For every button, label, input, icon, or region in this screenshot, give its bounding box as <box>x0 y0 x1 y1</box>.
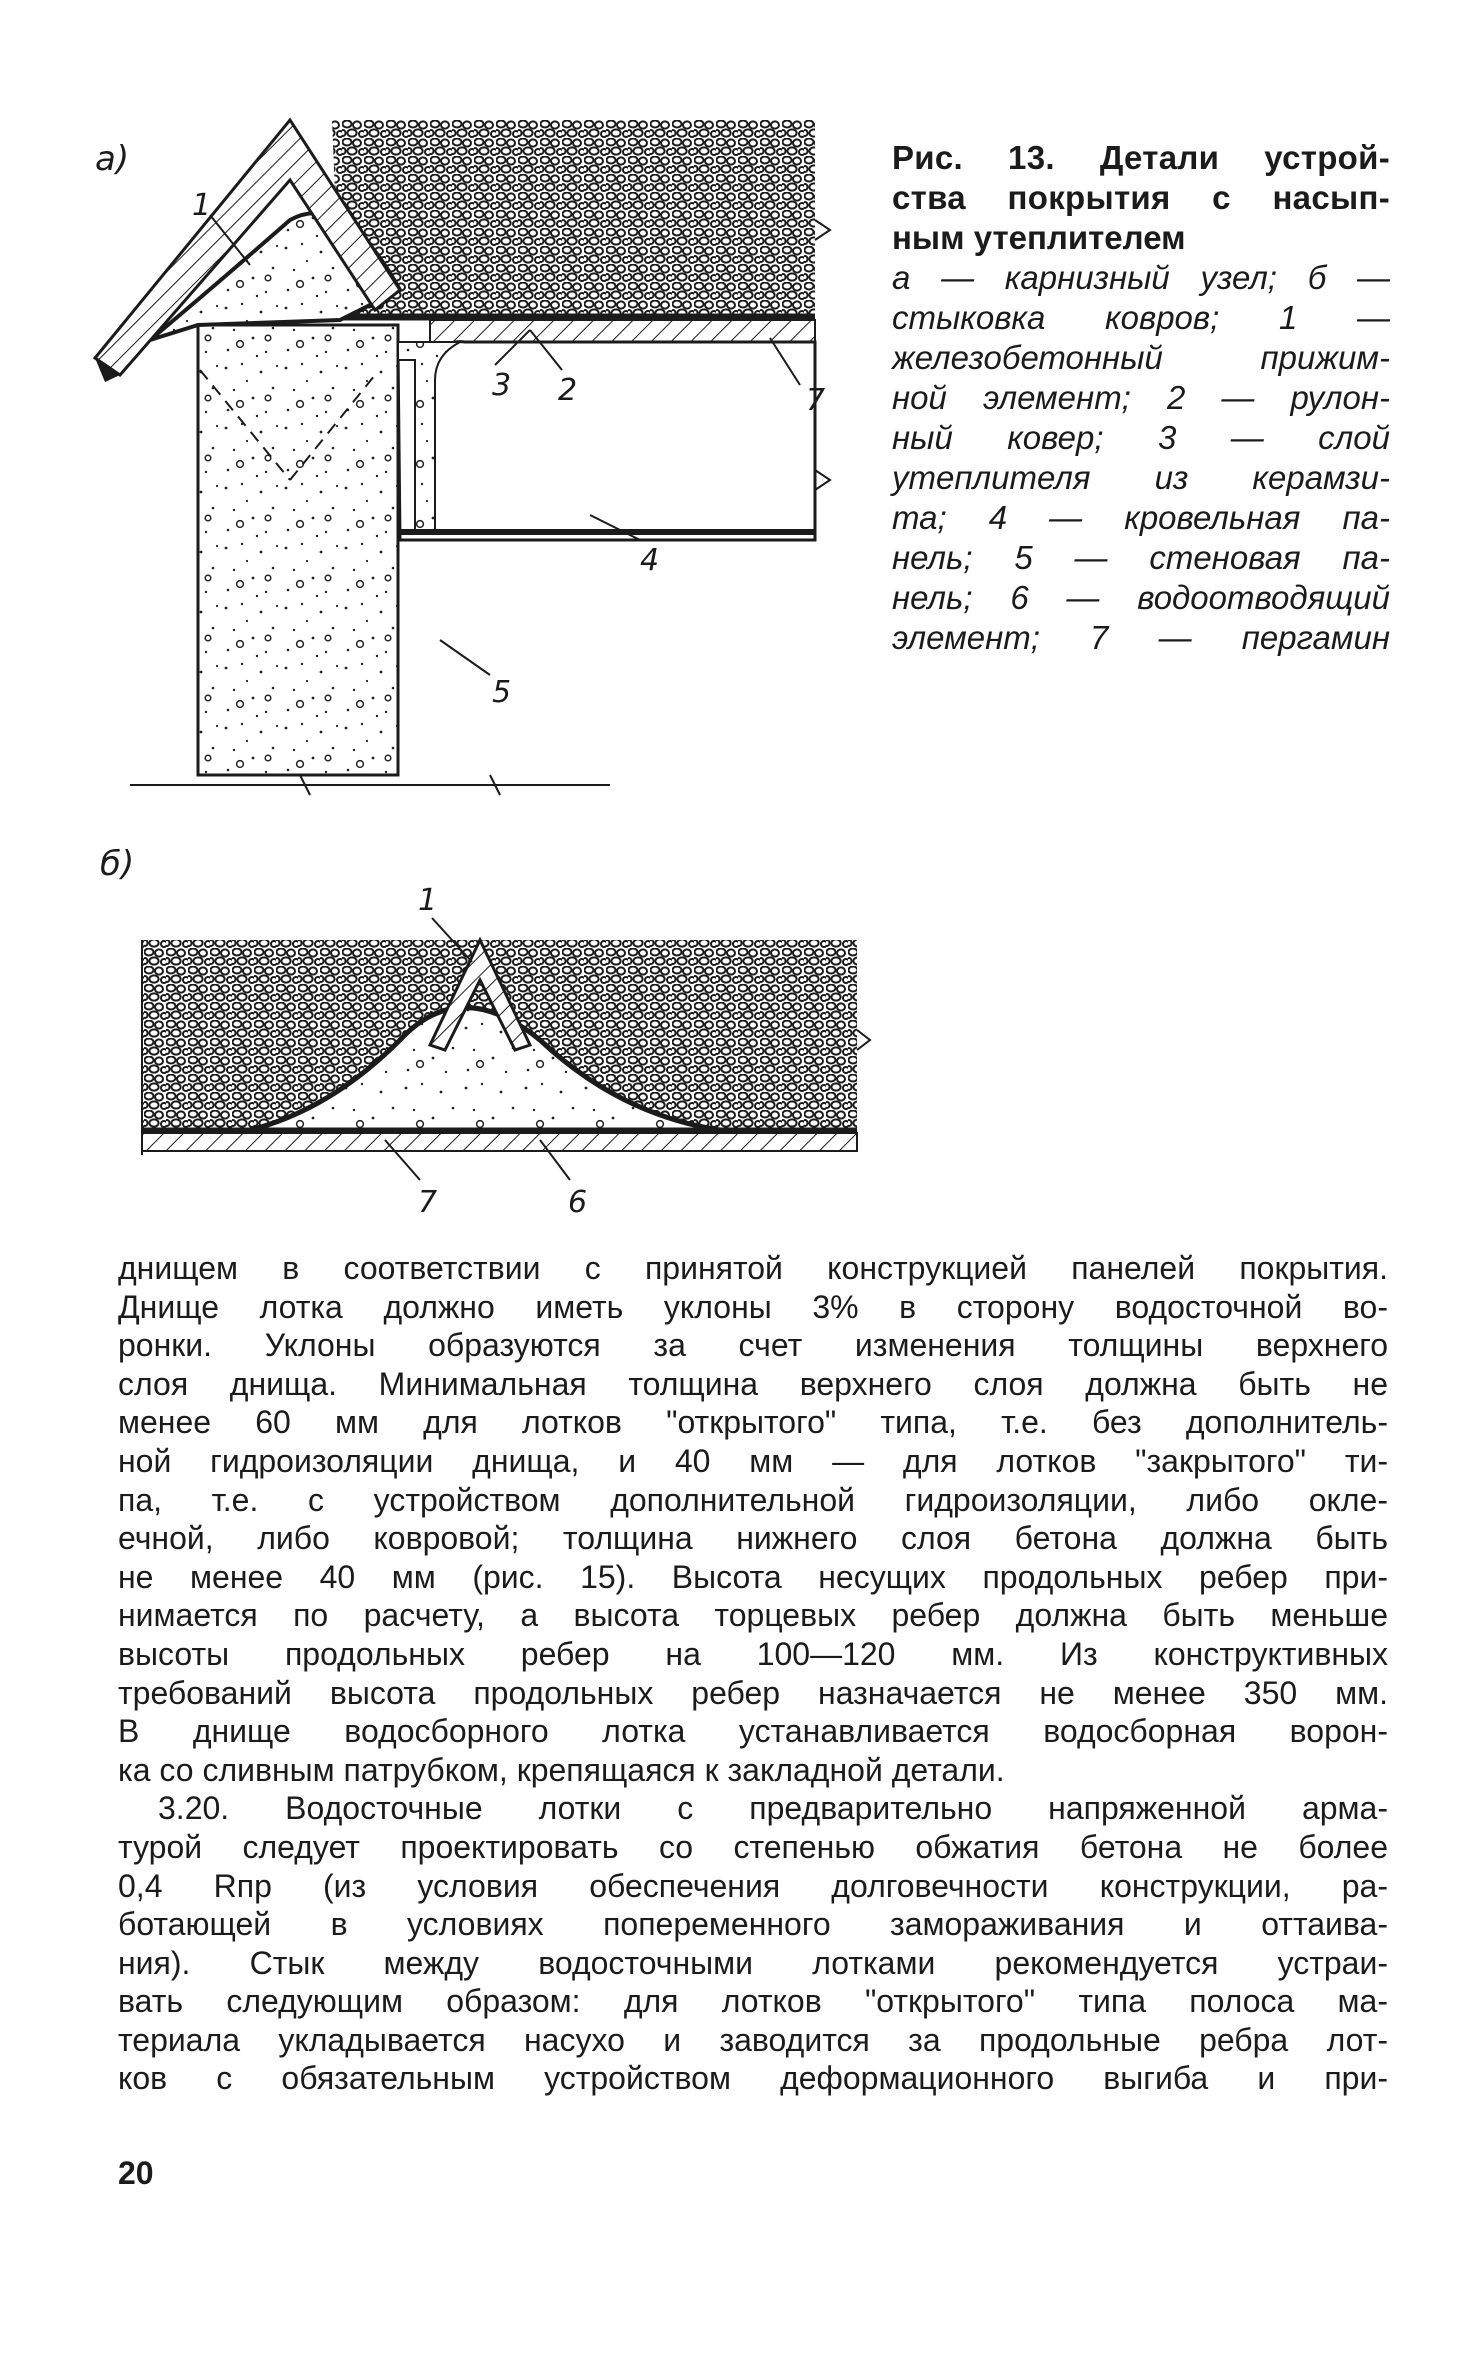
callout-a-5: 5 <box>492 675 512 710</box>
caption-body-line: а — карнизный узел; б — <box>892 259 1390 296</box>
caption-body-line: утеплителя из керамзи- <box>892 459 1390 496</box>
caption-body-line: нель; 6 — водоотводящий <box>892 579 1390 616</box>
wall-panel-5 <box>198 325 398 775</box>
caption-body-line: ный ковер; 3 — слой <box>892 419 1390 456</box>
body-text <box>118 1249 1388 2098</box>
callout-a-4: 4 <box>640 543 660 578</box>
callout-b-6: 6 <box>568 1185 588 1220</box>
text-line: териала укладывается насухо и заводится за продольные ребра лот- <box>118 2021 1388 2058</box>
gravel-insulation-a <box>332 120 815 315</box>
text-line: высоты продольных ребер на 100—120 мм. Из конструктивных <box>118 1635 1388 1672</box>
text-line: ечной, либо ковровой; толщина нижнего слоя бетона должна быть <box>118 1520 1388 1557</box>
caption-body-line: железобетонный прижим- <box>892 339 1390 376</box>
text-line: Днище лотка должно иметь уклоны 3% в сторону водосточной во- <box>118 1288 1388 1325</box>
caption-body-line: та; 4 — кровельная па- <box>892 499 1390 536</box>
caption-title-line: ства покрытия с насып- <box>892 179 1390 216</box>
text-line: 0,4 Rпр (из условия обеспечения долговечности конструкции, ра- <box>118 1867 1388 1904</box>
text-line: слоя днища. Минимальная толщина верхнего слоя должна быть не <box>118 1365 1388 1402</box>
text-line: менее 60 мм для лотков "открытого" типа, т.е. без дополнитель- <box>118 1404 1388 1441</box>
caption-title-line: ным утеплителем <box>892 219 1186 256</box>
text-line: требований высота продольных ребер назначается не менее 350 мм. <box>118 1674 1388 1711</box>
caption-body-line: стыковка ковров; 1 — <box>892 299 1390 336</box>
callout-a-3: 3 <box>492 368 512 403</box>
figure-b-label: б) <box>100 844 135 884</box>
text-line: турой следует проектировать со степенью обжатия бетона не более <box>118 1828 1388 1865</box>
text-line: ботающей в условиях попеременного замораживания и оттаива- <box>118 1906 1388 1943</box>
text-line: не менее 40 мм (рис. 15). Высота несущих продольных ребер при- <box>118 1558 1388 1595</box>
figure-b-carpet-joint <box>100 840 880 1230</box>
text-line: днищем в соответствии с принятой конструкцией панелей покрытия. <box>118 1250 1388 1286</box>
text-line: нимается по расчету, а высота торцевых ребер должна быть меньше <box>118 1597 1388 1634</box>
caption-body-line: ной элемент; 2 — рулон- <box>892 379 1390 416</box>
caption-body-line: элемент; 7 — пергамин <box>892 619 1390 656</box>
text-line: ронки. Уклоны образуются за счет изменения толщины верхнего <box>118 1327 1388 1364</box>
figure-a-label: а) <box>95 139 130 179</box>
callout-a-1: 1 <box>192 188 212 223</box>
text-line: ков с обязательным устройством деформационного выгиба и при- <box>118 2060 1388 2097</box>
caption-title-line: Рис. 13. Детали устрой- <box>892 139 1390 176</box>
text-line: вать следующим образом: для лотков "открытого" типа полоса ма- <box>118 1983 1388 2020</box>
figure-a-eaves-detail <box>95 120 860 800</box>
caption-body-line: нель; 5 — стеновая па- <box>892 539 1390 576</box>
callout-b-7: 7 <box>418 1185 438 1220</box>
callout-b-1: 1 <box>418 883 438 918</box>
text-line: В днище водосборного лотка устанавливается водосборная ворон- <box>118 1713 1388 1750</box>
pergamin-strip-a <box>430 320 815 342</box>
text-line: 3.20. Водосточные лотки с предварительно напряженной арма- <box>158 1790 1388 1827</box>
text-line: па, т.е. с устройством дополнительной гидроизоляции, либо окле- <box>118 1481 1388 1518</box>
pergamin-strip-b <box>142 1133 857 1151</box>
text-line: ка со сливным патрубком, крепящаяся к закладной детали. <box>118 1751 1005 1788</box>
callout-a-7: 7 <box>806 383 826 418</box>
text-line: ной гидроизоляции днища, и 40 мм — для лотков "закрытого" ти- <box>118 1442 1388 1479</box>
text-line: ния). Стык между водосточными лотками рекомендуется устраи- <box>118 1944 1388 1981</box>
page-number: 20 <box>118 2155 154 2191</box>
figure-caption <box>892 138 1390 658</box>
callout-a-2: 2 <box>558 373 578 408</box>
roof-panel-4 <box>398 342 815 540</box>
